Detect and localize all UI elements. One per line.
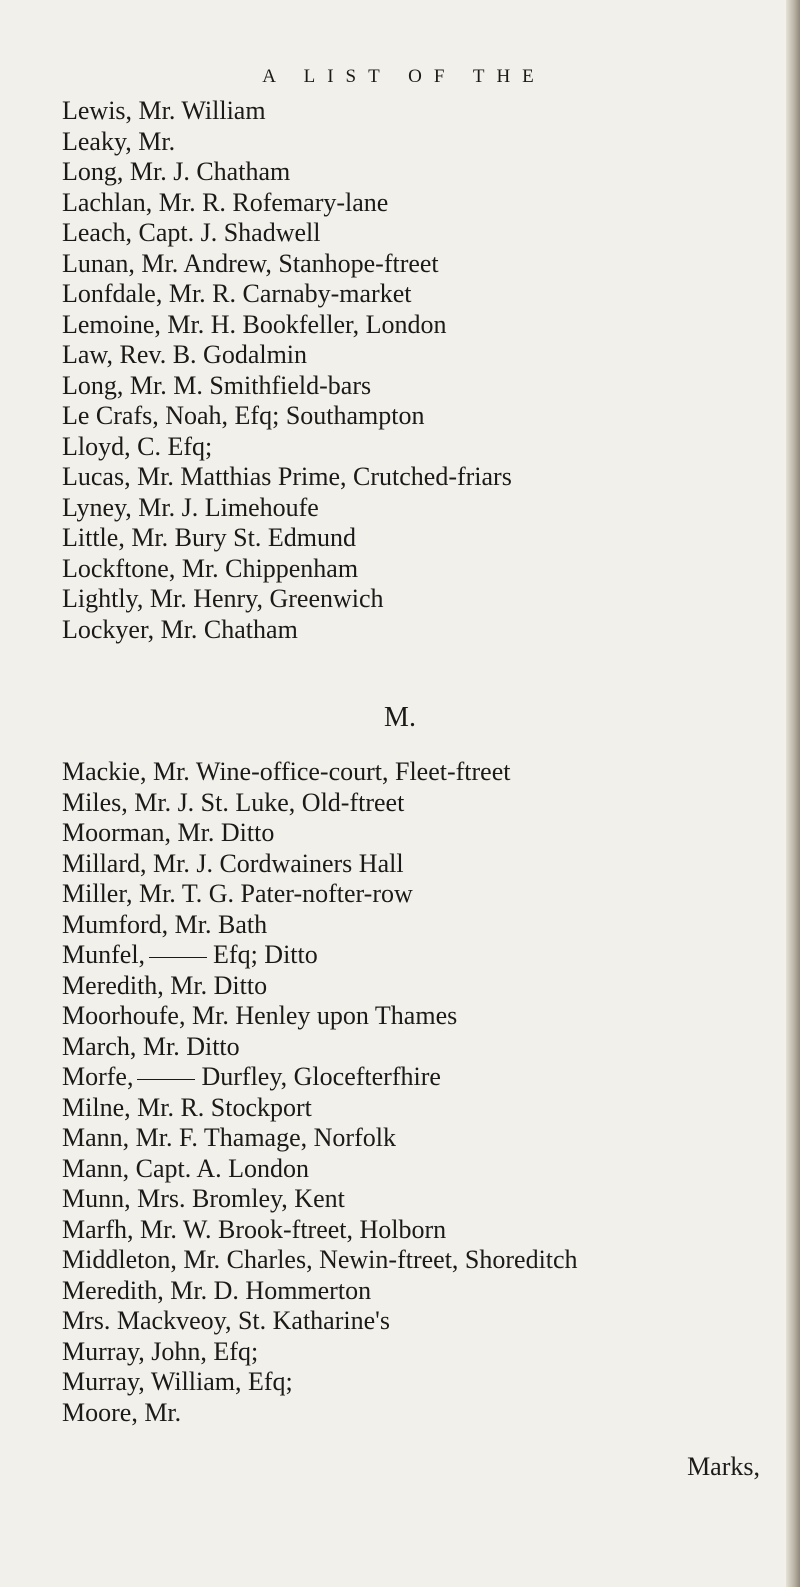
list-entry: Meredith, Mr. Ditto [62,970,268,1000]
list-entry: Lloyd, C. Efq; [62,431,213,461]
list-entry: Middleton, Mr. Charles, Newin-ftreet, Shoreditch [62,1245,578,1274]
list-entry: Marfh, Mr. W. Brook-ftreet, Holborn [62,1214,447,1244]
entry-rest: Efq; Ditto [213,940,318,969]
list-entry: Moorman, Mr. Ditto [62,818,275,847]
list-entry: Lyney, Mr. J. Limehoufe [62,492,319,522]
list-entry: Miles, Mr. J. St. Luke, Old-ftreet [62,787,405,817]
dash-rule [149,957,207,958]
entries-m-list [62,757,782,1428]
list-entry: Little, Mr. Bury St. Edmund [62,523,356,552]
entries-l-list [62,96,762,645]
list-entry: Mrs. Mackveoy, St. Katharine's [62,1306,390,1335]
list-entry: Lockftone, Mr. Chippenham [62,553,359,583]
list-entry [62,940,782,971]
entry-name: Morfe, [62,1062,134,1091]
list-entry: Murray, William, Efq; [62,1367,293,1396]
dash-rule [137,1079,195,1080]
list-entry: Mumford, Mr. Bath [62,909,268,939]
list-entry: Milne, Mr. R. Stockport [62,1092,312,1122]
entry-name: Munfel, [62,940,146,969]
list-entry: Long, Mr. M. Smithfield-bars [62,370,372,400]
list-entry [62,1062,782,1093]
list-entry: Miller, Mr. T. G. Pater-nofter-row [62,879,413,908]
list-entry: Lunan, Mr. Andrew, Stanhope-ftreet [62,248,439,278]
entry-rest: Durfley, Glocefterfhire [201,1062,441,1091]
list-entry: Leach, Capt. J. Shadwell [62,218,321,247]
list-entry: Lonfdale, Mr. R. Carnaby-market [62,279,412,308]
list-entry: Munn, Mrs. Bromley, Kent [62,1184,345,1213]
list-entry: Lightly, Mr. Henry, Greenwich [62,584,384,613]
list-entry: Law, Rev. B. Godalmin [62,340,308,369]
list-entry: March, Mr. Ditto [62,1031,240,1061]
list-entry: Le Crafs, Noah, Efq; Southampton [62,401,425,430]
list-entry: Lucas, Mr. Matthias Prime, Crutched-friars [62,462,512,491]
section-heading-m: M. [384,702,416,733]
running-header: A LIST OF THE [262,66,546,87]
list-entry: Mann, Capt. A. London [62,1153,309,1183]
list-entry: Long, Mr. J. Chatham [62,157,291,186]
list-entry: Lemoine, Mr. H. Bookfeller, London [62,309,447,339]
list-entry: Moore, Mr. [62,1397,182,1427]
list-entry: Moorhoufe, Mr. Henley upon Thames [62,1001,458,1030]
page-edge [786,0,800,1587]
list-entry: Mackie, Mr. Wine-office-court, Fleet-ftreet [62,757,511,786]
list-entry: Lockyer, Mr. Chatham [62,614,298,644]
list-entry: Murray, John, Efq; [62,1336,259,1366]
list-entry: Mann, Mr. F. Thamage, Norfolk [62,1123,396,1152]
list-entry: Leaky, Mr. [62,126,176,156]
list-entry: Lachlan, Mr. R. Rofemary-lane [62,187,389,217]
list-entry: Lewis, Mr. William [62,96,266,125]
catchword: Marks, [687,1452,760,1481]
list-entry: Millard, Mr. J. Cordwainers Hall [62,848,404,878]
list-entry: Meredith, Mr. D. Hommerton [62,1275,372,1305]
